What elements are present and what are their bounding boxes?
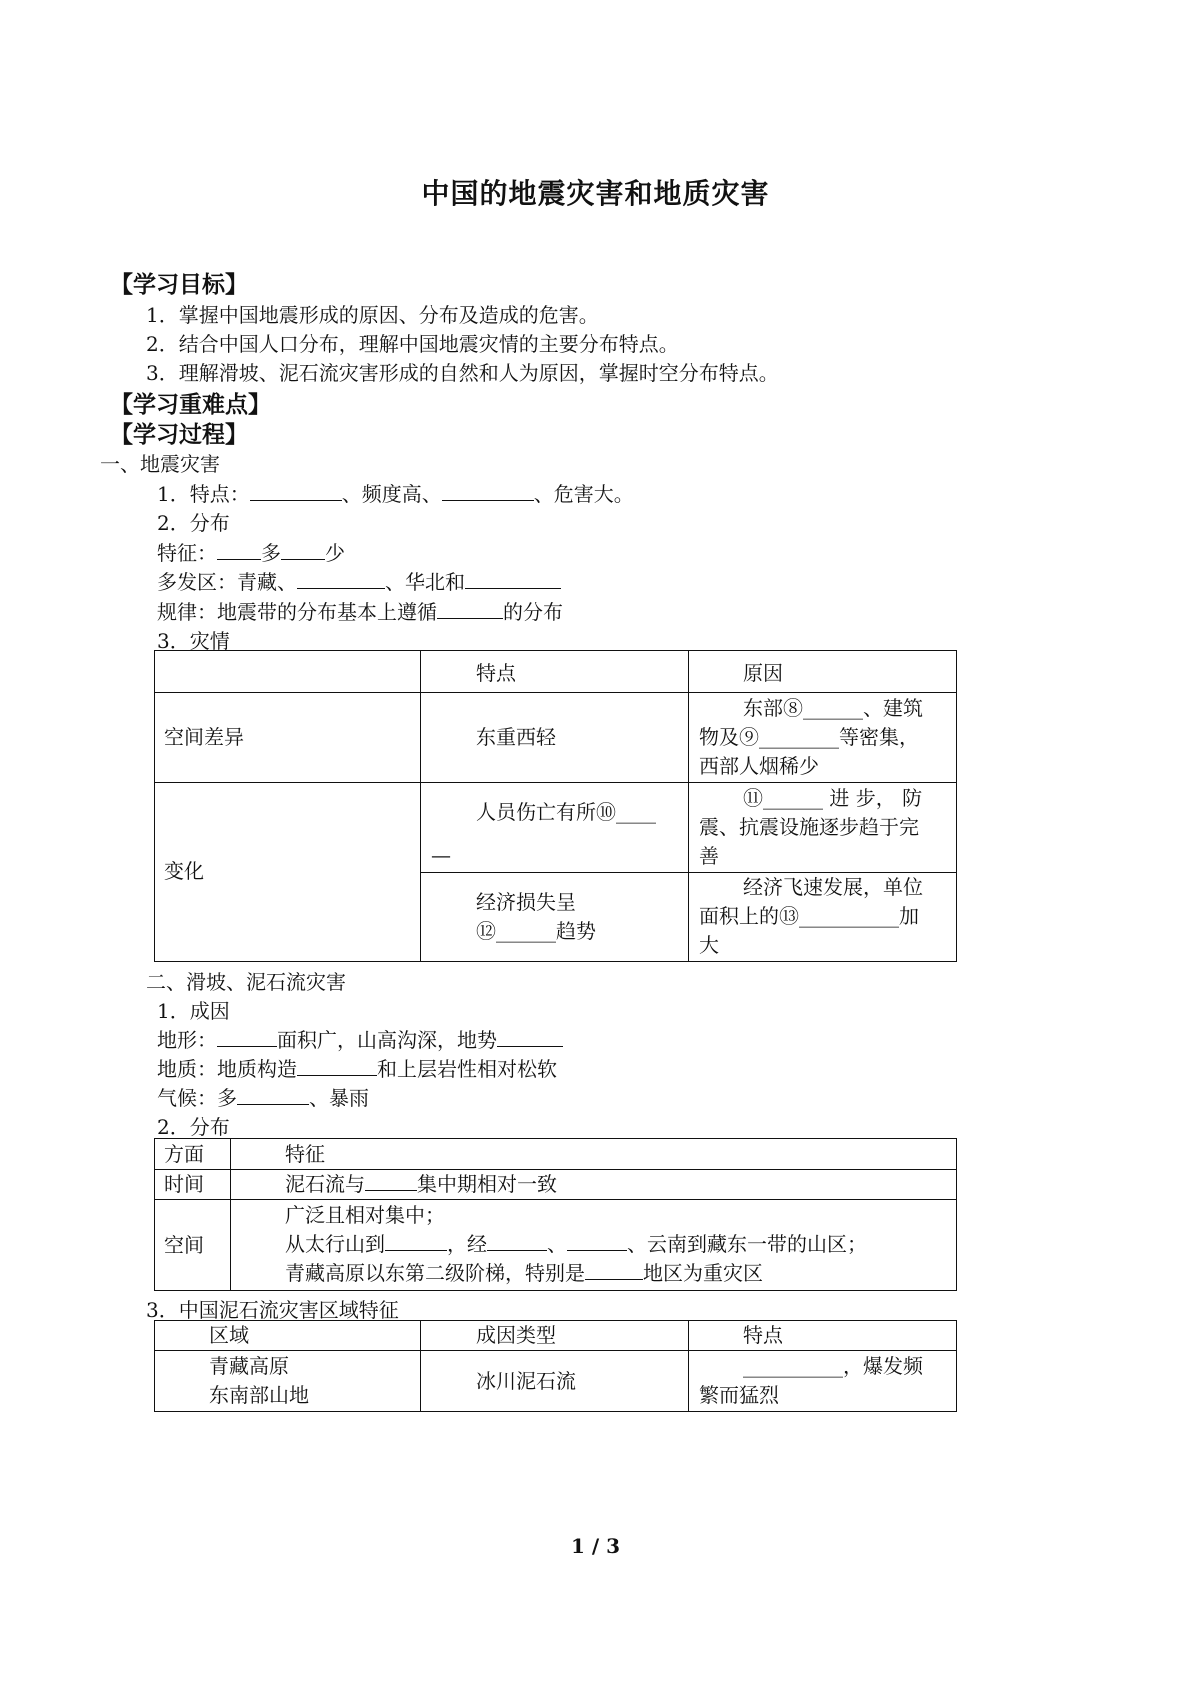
objective-item-1: 1．掌握中国地震形成的原因、分布及造成的危害。 <box>146 303 599 327</box>
dist-space-line2: 从太行山到 ，经 、 、云南到藏东一带的山区； <box>285 1232 867 1256</box>
objectives-heading: 【学习目标】 <box>110 271 248 298</box>
blank[interactable] <box>237 1103 309 1105</box>
region-header-trait: 特点 <box>743 1323 783 1347</box>
row-label-change: 变化 <box>164 859 204 883</box>
table-header-cell <box>421 651 688 693</box>
row2a-feature-line2: — <box>431 843 451 867</box>
table-header-cell <box>688 651 956 693</box>
blank[interactable] <box>442 499 534 501</box>
blank[interactable] <box>297 587 385 589</box>
row2a-reason-line3: 善 <box>699 844 719 868</box>
page-number: 1 / 3 <box>570 1534 621 1558</box>
blank[interactable] <box>217 558 261 560</box>
region-header-region: 区域 <box>209 1323 249 1347</box>
row1-reason-line1: 东部⑧______、建筑 <box>743 696 923 720</box>
blank[interactable] <box>217 1045 277 1047</box>
earthquake-features: 1．特点： 、频度高、 、危害大。 <box>157 482 634 506</box>
blank[interactable] <box>487 1249 547 1251</box>
landslide-terrain: 地形： 面积广，山高沟深，地势 <box>157 1024 563 1053</box>
region-row1-region-line2: 东南部山地 <box>209 1383 309 1407</box>
table-cell <box>155 1321 421 1351</box>
blank[interactable] <box>365 1189 417 1191</box>
region-row1-type: 冰川泥石流 <box>476 1369 576 1393</box>
region-heading: 3．中国泥石流灾害区域特征 <box>146 1298 399 1322</box>
objective-item-2: 2．结合中国人口分布，理解中国地震灾情的主要分布特点。 <box>146 332 679 356</box>
earthquake-distribution-heading: 2．分布 <box>157 511 230 535</box>
process-heading: 【学习过程】 <box>110 421 248 448</box>
earthquake-rule: 规律：地震带的分布基本上遵循 的分布 <box>157 600 563 624</box>
dist-time-text: 泥石流与 集中期相对一致 <box>285 1172 557 1196</box>
landslide-cause-heading: 1．成因 <box>157 999 230 1023</box>
dist-time-label: 时间 <box>164 1172 204 1196</box>
blank[interactable] <box>465 587 561 589</box>
blank[interactable] <box>497 1045 563 1047</box>
blank[interactable] <box>297 1074 377 1076</box>
objective-item-3: 3．理解滑坡、泥石流灾害形成的自然和人为原因，掌握时空分布特点。 <box>146 361 779 385</box>
blank[interactable] <box>567 1249 627 1251</box>
region-row1-region-line1: 青藏高原 <box>209 1354 289 1378</box>
region-row1-trait-line1: __________，爆发频 <box>743 1354 923 1378</box>
landslide-distribution-heading: 2．分布 <box>157 1115 230 1139</box>
earthquake-disaster-heading: 3．灾情 <box>157 629 230 653</box>
dist-header-trait: 特征 <box>285 1142 325 1166</box>
blank[interactable] <box>585 1278 643 1280</box>
blank[interactable] <box>281 558 325 560</box>
col-reason-header: 原因 <box>743 661 783 685</box>
row2b-reason-line2: 面积上的⑬__________加 <box>699 904 919 928</box>
landslide-geology: 地质：地质构造 和上层岩性相对松软 <box>157 1057 557 1081</box>
row-label-space: 空间差异 <box>164 725 244 749</box>
key-points-heading: 【学习重难点】 <box>110 391 271 418</box>
dist-space-line1: 广泛且相对集中； <box>285 1203 445 1227</box>
landslide-heading: 二、滑坡、泥石流灾害 <box>146 970 346 994</box>
dist-space-line3: 青藏高原以东第二级阶梯，特别是 地区为重灾区 <box>285 1261 763 1285</box>
region-header-type: 成因类型 <box>476 1323 556 1347</box>
dist-space-label: 空间 <box>164 1233 204 1257</box>
col-feature-header: 特点 <box>476 661 516 685</box>
page-title: 中国的地震灾害和地质灾害 <box>421 177 770 210</box>
earthquake-trait: 特征： 多 少 <box>157 541 345 565</box>
earthquake-heading: 一、地震灾害 <box>100 452 220 476</box>
blank[interactable] <box>250 499 342 501</box>
row2b-reason-line1: 经济飞速发展，单位 <box>743 875 923 899</box>
region-row1-trait-line2: 繁而猛烈 <box>699 1383 779 1407</box>
blank[interactable] <box>385 1249 447 1251</box>
landslide-climate: 气候：多 、暴雨 <box>157 1086 369 1110</box>
table-cell <box>688 1321 956 1351</box>
dist-header-aspect: 方面 <box>164 1142 204 1166</box>
earthquake-zones: 多发区：青藏、 、华北和 <box>157 566 561 595</box>
table-corner-cell <box>155 651 421 693</box>
row1-reason-line2: 物及⑨________等密集， <box>699 725 919 749</box>
row2a-reason-line2: 震、抗震设施逐步趋于完 <box>699 815 919 839</box>
row2a-reason-line1: ⑪______ 进 步， 防 <box>743 786 923 810</box>
row2b-feature-line2: ⑫______趋势 <box>476 919 596 943</box>
row2b-feature-line1: 经济损失呈 <box>476 890 576 914</box>
blank[interactable] <box>437 617 503 619</box>
row1-feature: 东重西轻 <box>476 725 556 749</box>
row2b-reason-line3: 大 <box>699 933 719 957</box>
table-cell <box>231 1139 957 1170</box>
row1-reason-line3: 西部人烟稀少 <box>699 754 819 778</box>
row2a-feature-line1: 人员伤亡有所⑩____ <box>476 800 656 824</box>
